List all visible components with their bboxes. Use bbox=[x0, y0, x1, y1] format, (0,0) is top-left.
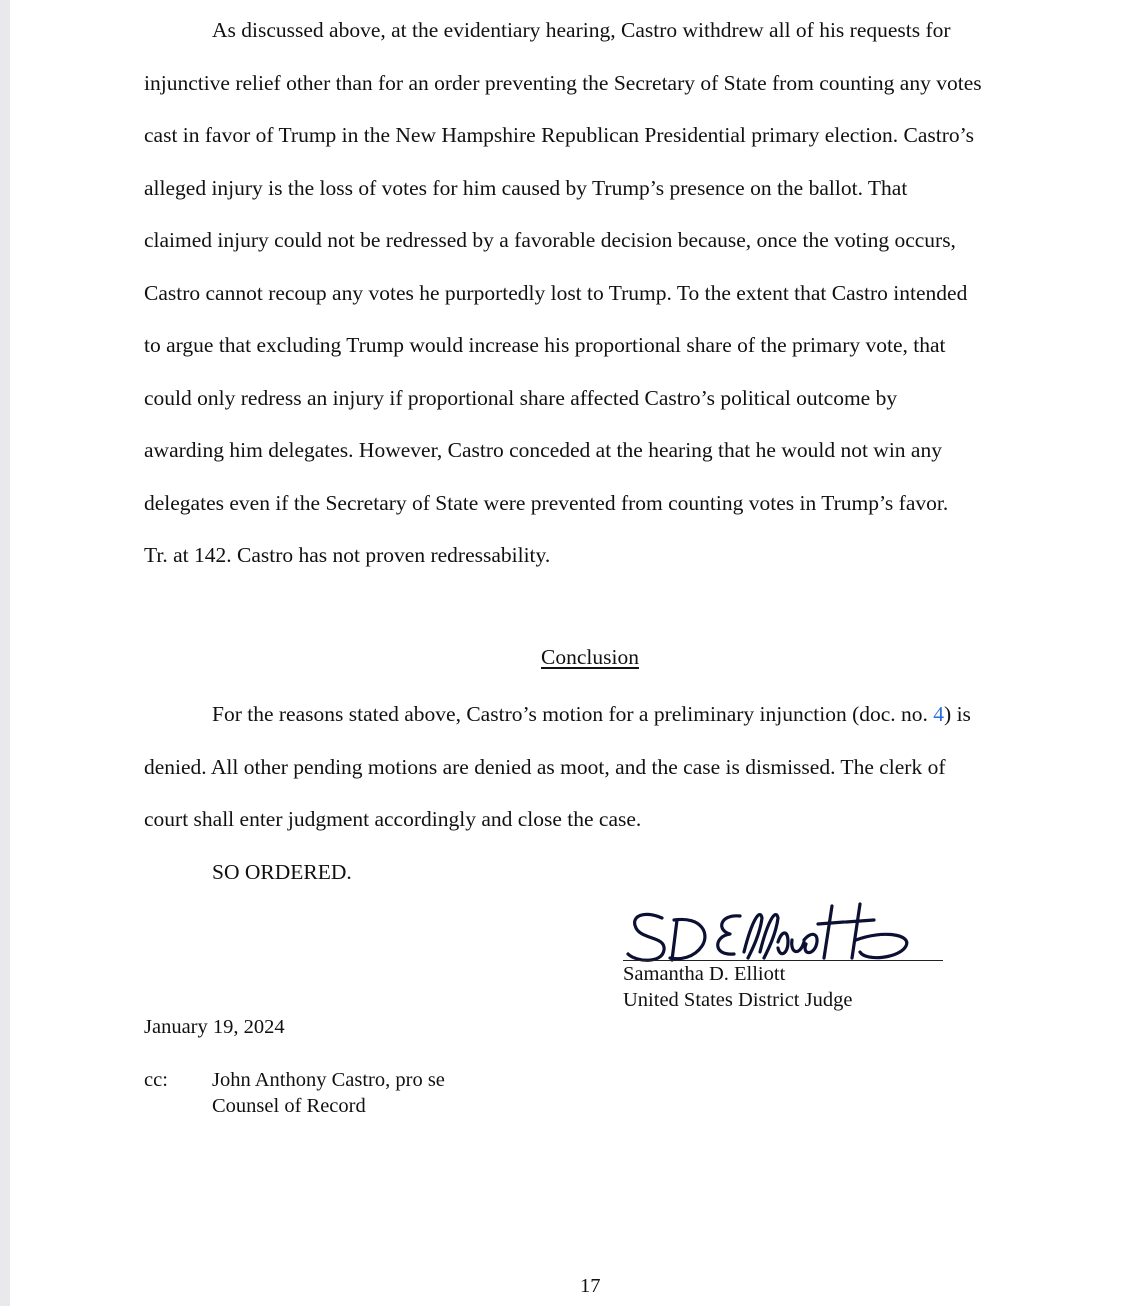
text-line: cast in favor of Trump in the New Hampshire Republican Presidential primary election. Castro’s bbox=[144, 123, 974, 147]
signature-line bbox=[623, 960, 943, 961]
text-line: awarding him delegates. However, Castro conceded at the hearing that he would not win any bbox=[144, 438, 942, 462]
text-line: denied. All other pending motions are denied as moot, and the case is dismissed. The clerk of bbox=[144, 754, 946, 779]
section-heading-conclusion: Conclusion bbox=[541, 645, 639, 669]
text-line: alleged injury is the loss of votes for him caused by Trump’s presence on the ballot. That bbox=[144, 175, 908, 200]
signer-title: United States District Judge bbox=[623, 989, 853, 1011]
text-line: For the reasons stated above, Castro’s motion for a preliminary injunction (doc. no. 4) is bbox=[212, 702, 971, 726]
cc-label: cc: bbox=[144, 1069, 168, 1091]
text-line: court shall enter judgment accordingly and close the case. bbox=[144, 807, 642, 831]
page-number: 17 bbox=[580, 1275, 601, 1297]
order-date: January 19, 2024 bbox=[144, 1016, 285, 1038]
text-line: As discussed above, at the evidentiary hearing, Castro withdrew all of his requests for bbox=[212, 18, 951, 42]
paragraph-redressability bbox=[144, 4, 1044, 582]
text-line: injunctive relief other than for an order preventing the Secretary of State from counting any votes bbox=[144, 70, 982, 95]
so-ordered: SO ORDERED. bbox=[212, 859, 352, 884]
text-line: claimed injury could not be redressed by a favorable decision because, once the voting occurs, bbox=[144, 228, 956, 252]
cc-recipient: Counsel of Record bbox=[212, 1095, 366, 1117]
doc-link[interactable]: 4 bbox=[933, 702, 945, 726]
text-line: could only redress an injury if proportional share affected Castro’s political outcome by bbox=[144, 385, 898, 410]
text-line: to argue that excluding Trump would increase his proportional share of the primary vote, that bbox=[144, 333, 946, 357]
cc-recipient: John Anthony Castro, pro se bbox=[212, 1069, 445, 1091]
text-line: Tr. at 142. Castro has not proven redressability. bbox=[144, 543, 551, 567]
text-line: Castro cannot recoup any votes he purportedly lost to Trump. To the extent that Castro intended bbox=[144, 280, 968, 305]
document-page bbox=[10, 0, 1122, 1306]
text-line: delegates even if the Secretary of State were prevented from counting votes in Trump’s favor. bbox=[144, 490, 949, 515]
signer-name: Samantha D. Elliott bbox=[623, 963, 786, 985]
paragraph-conclusion bbox=[144, 688, 1044, 898]
